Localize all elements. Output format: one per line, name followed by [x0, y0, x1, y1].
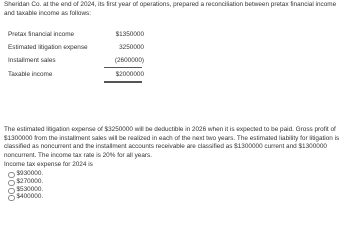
radio-button[interactable]	[8, 195, 15, 202]
recon-row-pretax-income	[8, 30, 148, 39]
radio-button[interactable]	[8, 172, 15, 179]
option-label: $270000.	[16, 178, 44, 185]
problem-details: The estimated litigation expense of $3250000 will be deductible in 2026 when it is expected to be paid. Gross profit of $1300000 from the installment sales will be realized in each of the next two years. The estimated liability for litigation is classified as noncurrent and the installment accounts receivable are classified as $1300000 current and $1300000 noncurrent. The income tax rate is 20% for all years.	[4, 126, 340, 159]
recon-row-taxable-income	[8, 70, 148, 79]
total-double-underline-bottom	[104, 82, 142, 83]
question-prompt: Income tax expense for 2024 is	[4, 161, 93, 168]
option-label: $530000.	[16, 186, 44, 193]
recon-label: Taxable income	[8, 71, 53, 78]
radio-button[interactable]	[8, 180, 15, 187]
option-label: $930000.	[16, 170, 44, 177]
recon-amount: (2600000)	[114, 57, 144, 64]
subtotal-underline	[104, 67, 142, 68]
option-label: $400000.	[16, 193, 44, 200]
recon-row-installment-sales	[8, 56, 148, 65]
recon-amount: $1350000	[115, 31, 144, 38]
recon-amount: $2000000	[115, 71, 144, 78]
recon-label: Pretax financial income	[8, 31, 75, 38]
recon-label: Installment sales	[8, 57, 56, 64]
recon-row-litigation-expense	[8, 43, 148, 52]
recon-label: Estimated litigation expense	[8, 44, 88, 51]
radio-button[interactable]	[8, 188, 15, 195]
recon-amount: 3250000	[119, 44, 144, 51]
problem-intro: Sheridan Co. at the end of 2024, its first year of operations, prepared a reconciliation between pretax financial income and taxable income as follows:	[4, 1, 337, 17]
